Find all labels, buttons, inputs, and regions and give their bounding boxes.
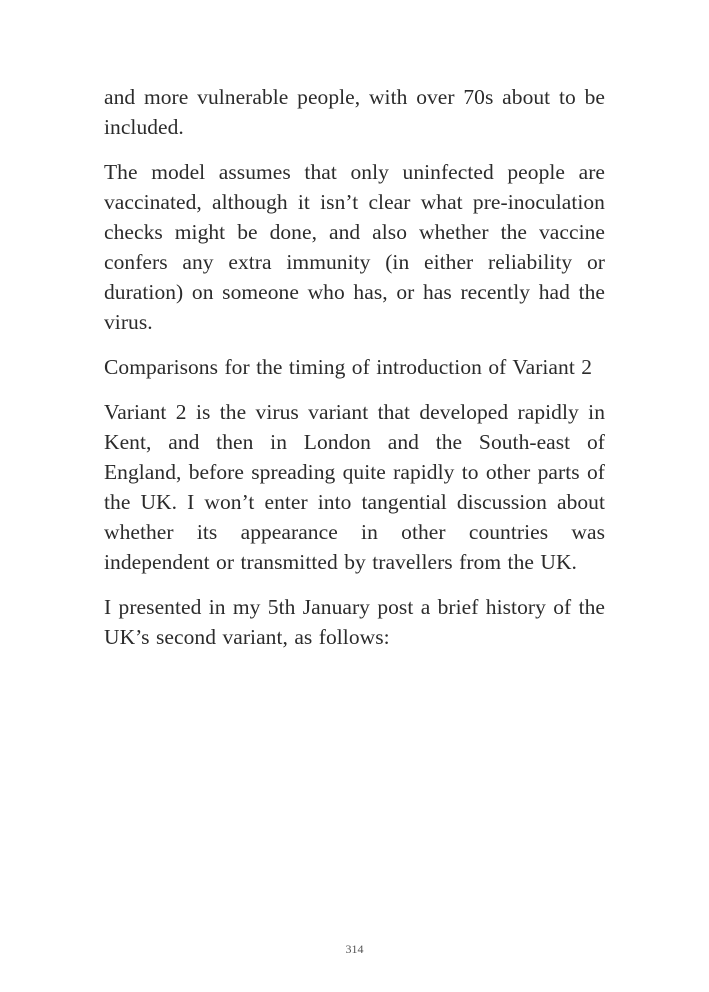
paragraph-section-heading-comparisons: Comparisons for the timing of introduction of Variant 2 [104, 355, 593, 379]
page-body [104, 82, 605, 667]
paragraph-model-assumptions: The model assumes that only uninfected people are vaccinated, although it isn’t clear what pre-inoculation checks might be done, and also whether the vaccine confers any extra immunity (in either reliability or duration) on someone who has, or has recently had the virus. [104, 160, 605, 334]
paragraph-variant-2-description: Variant 2 is the virus variant that developed rapidly in Kent, and then in London and the South-east of England, before spreading quite rapidly to other parts of the UK. I won’t enter into tangential discussion about whether its appearance in other countries was independent or transmitted by travellers from the UK. [104, 400, 605, 574]
page-number: 314 [345, 942, 364, 956]
paragraph-history-intro: I presented in my 5th January post a brief history of the UK’s second variant, as follows: [104, 595, 605, 649]
paragraph-vulnerable-people: and more vulnerable people, with over 70s about to be included. [104, 85, 605, 139]
